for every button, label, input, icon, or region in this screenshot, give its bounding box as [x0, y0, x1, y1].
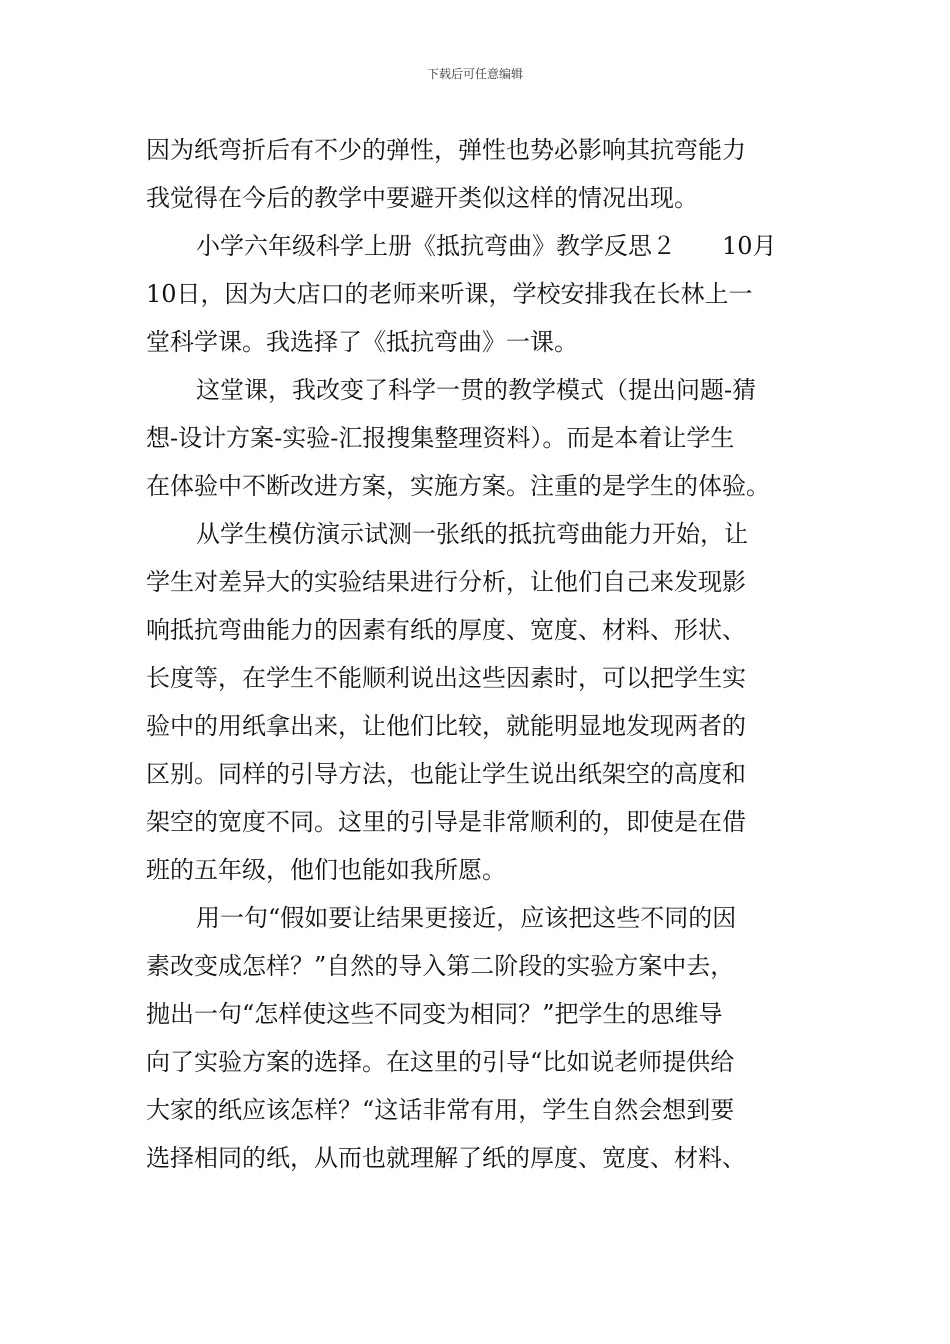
- text-line: 在体验中不断改进方案，实施方案。注重的是学生的体验。: [146, 472, 770, 500]
- text-line: 区别。同样的引导方法，也能让学生说出纸架空的高度和: [146, 760, 746, 788]
- section-heading-line: [146, 222, 816, 270]
- text-line: 想-设计方案-实验-汇报搜集整理资料）。而是本着让学生: [146, 424, 735, 452]
- document-body: [146, 126, 816, 1182]
- page-header: 下载后可任意编辑: [426, 67, 523, 81]
- text-line: 素改变成怎样？”自然的导入第二阶段的实验方案中去，: [146, 952, 735, 980]
- text-line: 选择相同的纸，从而也就理解了纸的厚度、宽度、材料、: [146, 1144, 746, 1172]
- text-line: 堂科学课。我选择了《抵抗弯曲》一课。: [146, 328, 578, 356]
- text-line: 响抵抗弯曲能力的因素有纸的厚度、宽度、材料、形状、: [146, 616, 746, 644]
- paragraph-start-line: 这堂课，我改变了科学一贯的教学模式（提出问题-猜: [196, 376, 757, 404]
- text-line: 长度等，在学生不能顺利说出这些因素时，可以把学生实: [146, 664, 746, 692]
- text-line: 验中的用纸拿出来，让他们比较，就能明显地发现两者的: [146, 712, 746, 740]
- text-line: 班的五年级，他们也能如我所愿。: [146, 856, 506, 884]
- text-line: 因为纸弯折后有不少的弹性，弹性也势必影响其抗弯能力: [146, 136, 746, 164]
- text-line: 向了实验方案的选择。在这里的引导“比如说老师提供给: [146, 1048, 735, 1076]
- text-line: 我觉得在今后的教学中要避开类似这样的情况出现。: [146, 184, 698, 212]
- text-line: 抛出一句“怎样使这些不同变为相同？”把学生的思维导: [146, 1000, 723, 1028]
- date-text: 10月: [722, 232, 777, 260]
- text-line: 大家的纸应该怎样？“这话非常有用，学生自然会想到要: [146, 1096, 735, 1124]
- section-heading: 小学六年级科学上册《抵抗弯曲》教学反思２: [196, 232, 676, 260]
- text-line: 10日，因为大店口的老师来听课，学校安排我在长林上一: [146, 280, 753, 308]
- text-line: 学生对差异大的实验结果进行分析，让他们自己来发现影: [146, 568, 746, 596]
- paragraph-start-line: 用一句“假如要让结果更接近，应该把这些不同的因: [196, 904, 737, 932]
- paragraph-start-line: 从学生模仿演示试测一张纸的抵抗弯曲能力开始，让: [196, 520, 748, 548]
- text-line: 架空的宽度不同。这里的引导是非常顺利的，即使是在借: [146, 808, 746, 836]
